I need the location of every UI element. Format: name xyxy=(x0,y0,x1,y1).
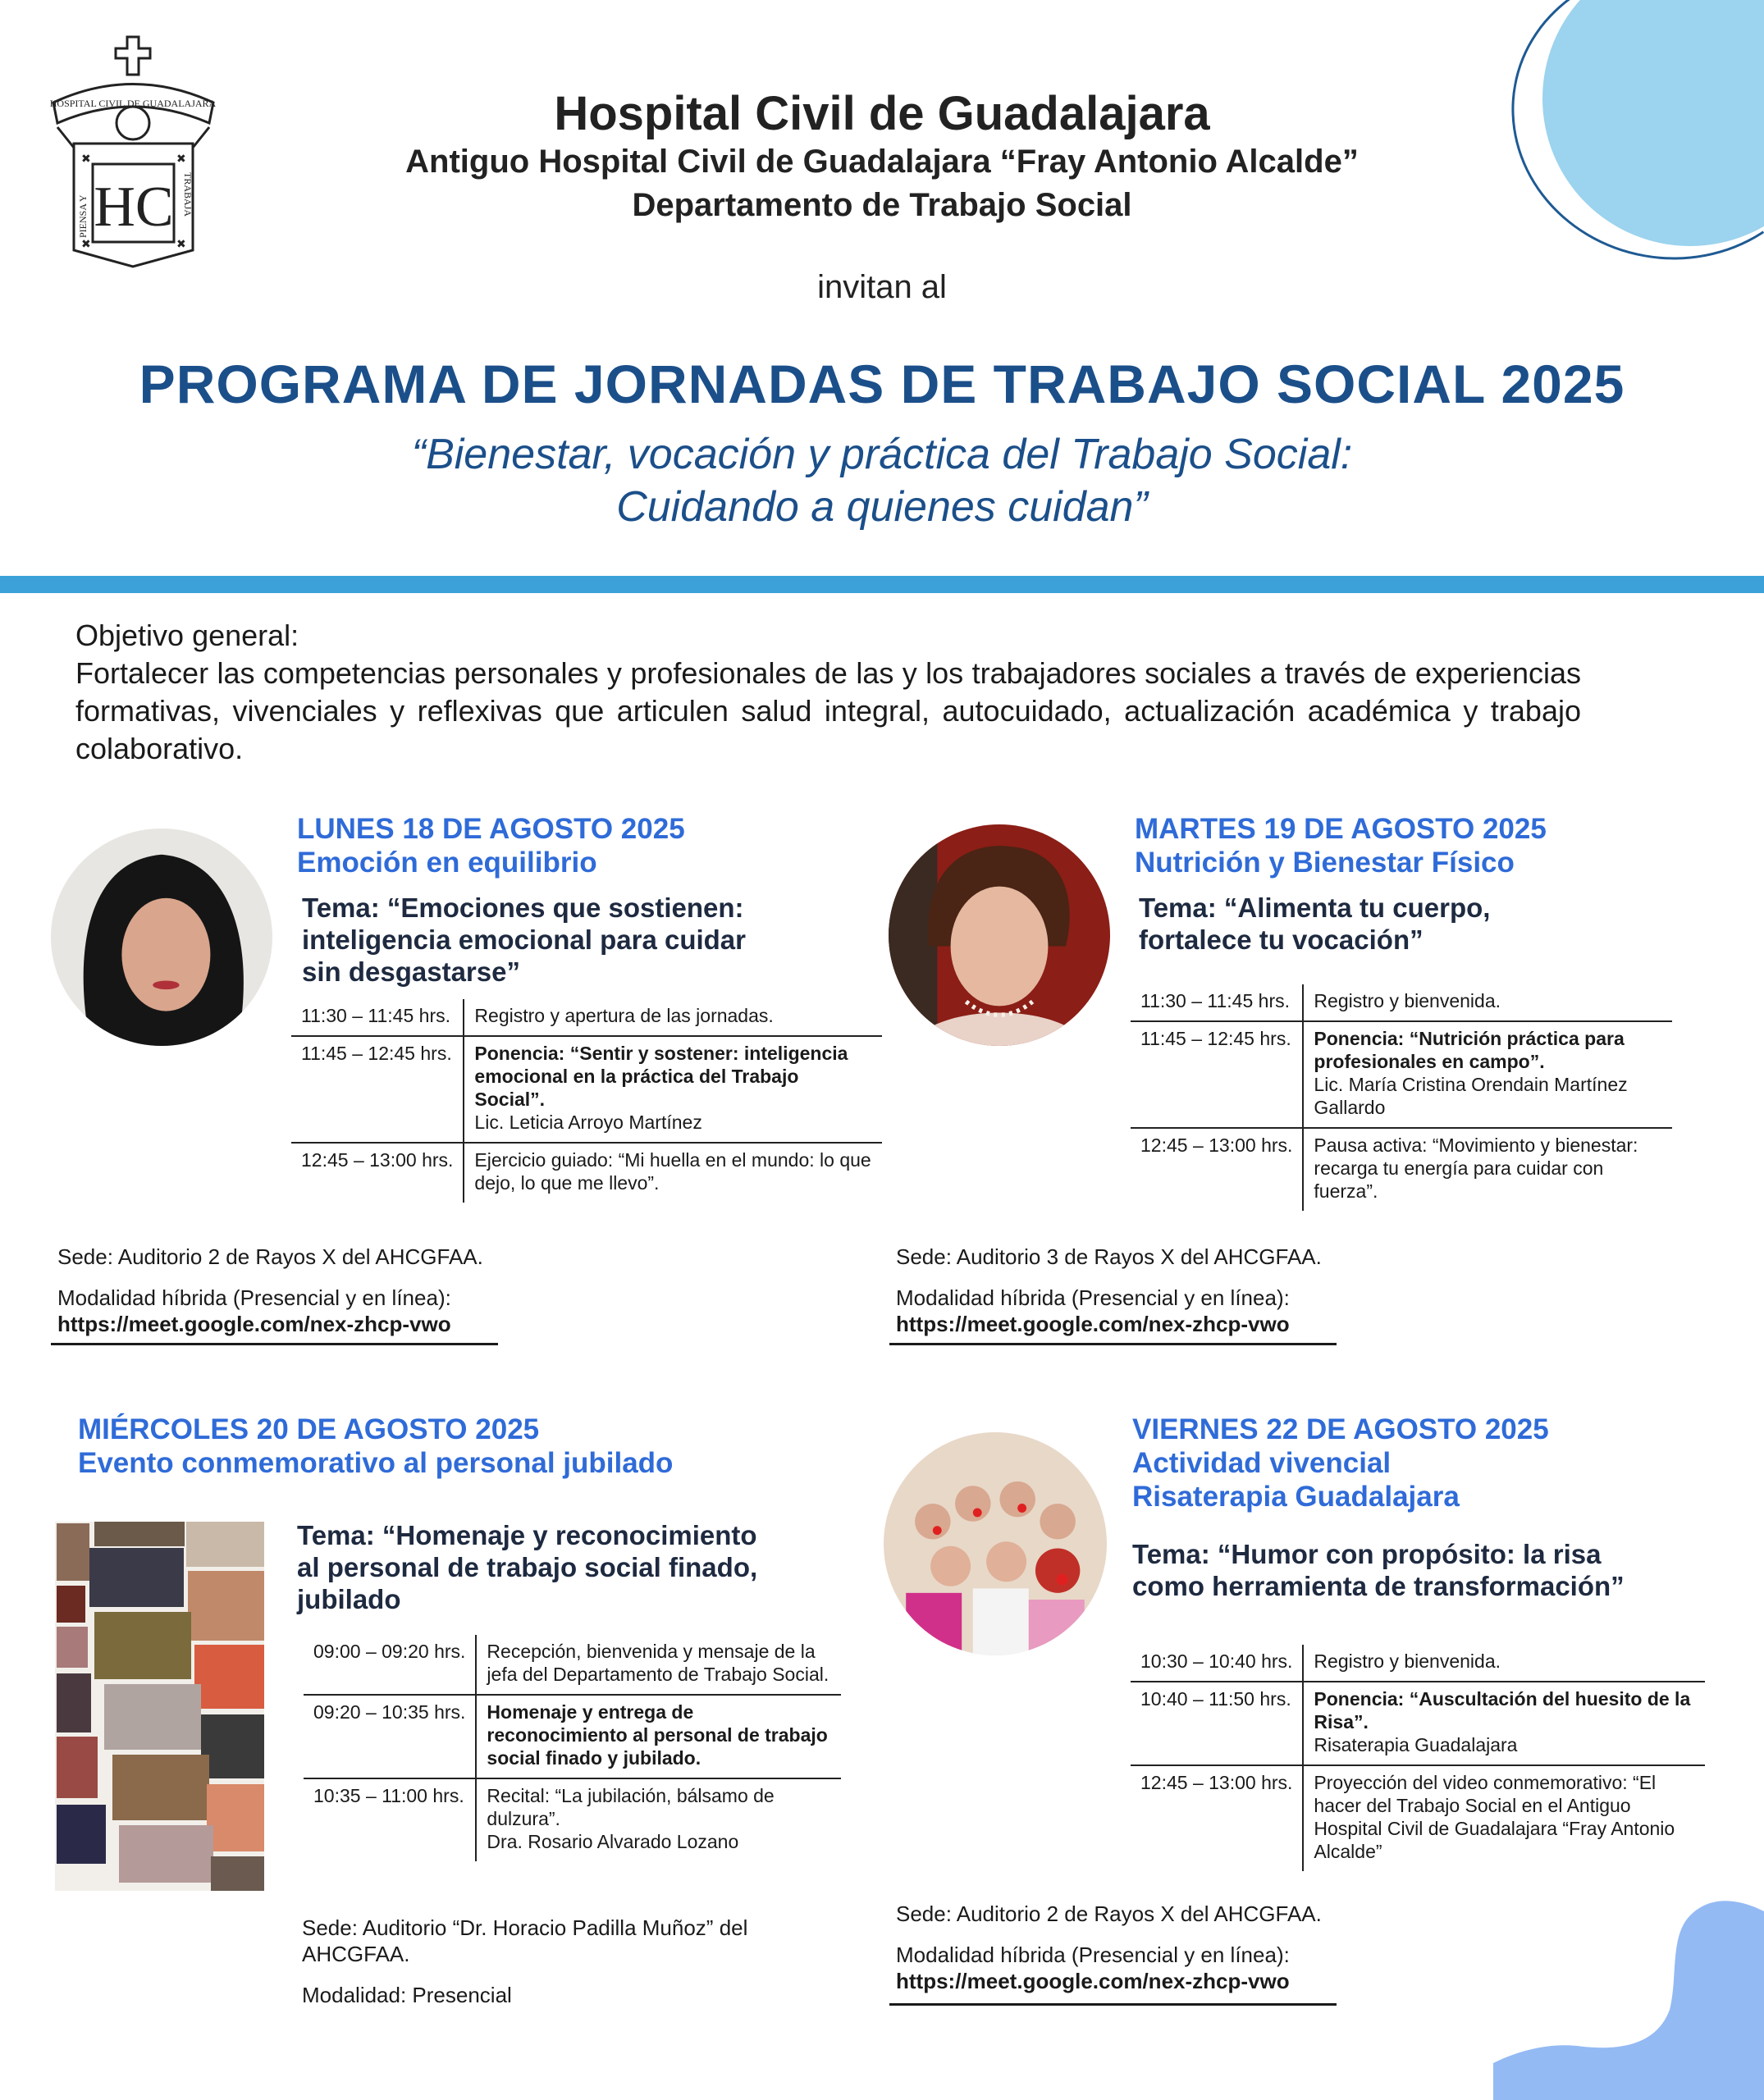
tema-line: como herramienta de transformación” xyxy=(1132,1571,1625,1601)
venue-friday xyxy=(896,1901,1322,1994)
speaker-photo xyxy=(51,829,272,1046)
day-subtitle: Nutrición y Bienestar Físico xyxy=(1135,847,1515,879)
department-name: Departamento de Trabajo Social xyxy=(632,187,1132,223)
tagline-line-1: “Bienestar, vocación y práctica del Trabajo Social: xyxy=(411,431,1353,478)
schedule-activity xyxy=(464,999,882,1036)
schedule-time: 10:30 – 10:40 hrs. xyxy=(1131,1645,1303,1682)
schedule-activity xyxy=(464,1143,882,1203)
speaker-photo xyxy=(884,1432,1107,1655)
day-subtitle-2: Risaterapia Guadalajara xyxy=(1132,1481,1460,1513)
hospital-crest-icon xyxy=(45,33,222,271)
crest-banner-text: HOSPITAL CIVIL DE GUADALAJARA xyxy=(49,98,217,109)
tema-line: Tema: “Emociones que sostienen: xyxy=(302,892,744,923)
venue-text: Sede: Auditorio 2 de Rayos X del AHCGFAA. xyxy=(896,1901,1322,1926)
objective-text: Fortalecer las competencias personales y profesionales de las y los trabajadores sociales a través de experiencias formativas, vivenciales y reflexivas que articulen salud integral, autocuidado, actualización académica y trabajo colaborativo. xyxy=(75,656,1581,765)
svg-text:✖: ✖ xyxy=(176,152,186,165)
schedule-row xyxy=(1131,1645,1705,1682)
meeting-link[interactable]: https://meet.google.com/nex-zhcp-vwo xyxy=(896,1969,1290,1993)
meeting-link[interactable]: https://meet.google.com/nex-zhcp-vwo xyxy=(896,1312,1290,1336)
modality-text: Modalidad híbrida (Presencial y en línea): xyxy=(57,1285,451,1310)
activity-speaker: Dra. Rosario Alvarado Lozano xyxy=(487,1831,739,1852)
tema-line: Tema: “Alimenta tu cuerpo, xyxy=(1139,892,1491,923)
svg-text:✖: ✖ xyxy=(81,237,91,250)
activity-title: Ponencia: “Auscultación del huesito de la Risa”. xyxy=(1314,1688,1691,1732)
tagline-line-2: Cuidando a quienes cuidan” xyxy=(616,483,1148,531)
link-underline xyxy=(889,1343,1337,1345)
venue-text: Sede: Auditorio 3 de Rayos X del AHCGFAA. xyxy=(896,1244,1322,1269)
schedule-row xyxy=(304,1635,841,1695)
schedule-time: 11:45 – 12:45 hrs. xyxy=(291,1036,464,1143)
activity-text: Ejercicio guiado: “Mi huella en el mundo: lo que dejo, lo que me llevo”. xyxy=(474,1149,871,1194)
crest-left-motto: PIENSA Y xyxy=(77,194,89,238)
schedule-row xyxy=(1131,1128,1672,1211)
hospital-title: Hospital Civil de Guadalajara xyxy=(554,87,1210,140)
crest-right-motto: TRABAJA xyxy=(182,172,194,217)
activity-text: Registro y bienvenida. xyxy=(1314,990,1501,1011)
activity-text: Recepción, bienvenida y mensaje de la jefa del Departamento de Trabajo Social. xyxy=(487,1641,829,1685)
photo-collage-retired-staff xyxy=(55,1522,264,1891)
venue-tuesday xyxy=(896,1244,1322,1337)
venue-text: Sede: Auditorio “Dr. Horacio Padilla Muñoz” del AHCGFAA. xyxy=(302,1915,748,1966)
invite-text: invitan al xyxy=(817,269,947,305)
venue-monday xyxy=(57,1244,483,1337)
schedule-row xyxy=(1131,984,1672,1021)
day-date: MARTES 19 DE AGOSTO 2025 xyxy=(1135,813,1547,845)
schedule-row xyxy=(304,1778,841,1861)
speaker-photo xyxy=(889,824,1110,1046)
day-header-tuesday xyxy=(1135,812,1547,879)
schedule-time: 11:45 – 12:45 hrs. xyxy=(1131,1021,1303,1128)
day-header-wednesday xyxy=(78,1413,673,1480)
objective-section xyxy=(75,617,1581,768)
schedule-time: 09:00 – 09:20 hrs. xyxy=(304,1635,476,1695)
day-header-friday xyxy=(1132,1413,1549,1513)
day-date: LUNES 18 DE AGOSTO 2025 xyxy=(297,813,685,845)
schedule-time: 12:45 – 13:00 hrs. xyxy=(1131,1765,1303,1871)
schedule-row xyxy=(291,999,882,1036)
day-date: VIERNES 22 DE AGOSTO 2025 xyxy=(1132,1413,1549,1445)
schedule-activity xyxy=(1303,1765,1705,1871)
schedule-activity xyxy=(476,1635,841,1695)
tema-line: sin desgastarse” xyxy=(302,956,520,987)
activity-text: Registro y bienvenida. xyxy=(1314,1650,1501,1672)
program-title: PROGRAMA DE JORNADAS DE TRABAJO SOCIAL 2025 xyxy=(139,354,1625,414)
tema-line: jubilado xyxy=(297,1584,401,1614)
activity-title: Ponencia: “Nutrición práctica para profesionales en campo”. xyxy=(1314,1028,1625,1072)
tema-wednesday xyxy=(297,1519,757,1615)
activity-text: Proyección del video conmemorativo: “El hacer del Trabajo Social en el Antiguo Hospital Civil de Guadalajara “Fray Antonio Alcalde” xyxy=(1314,1772,1675,1862)
modality-text: Modalidad híbrida (Presencial y en línea): xyxy=(896,1942,1290,1967)
schedule-activity xyxy=(1303,1645,1705,1682)
schedule-table-monday xyxy=(291,999,882,1203)
schedule-row xyxy=(291,1143,882,1203)
schedule-row xyxy=(1131,1682,1705,1765)
modality-text: Modalidad: Presencial xyxy=(302,1983,512,2007)
schedule-time: 10:35 – 11:00 hrs. xyxy=(304,1778,476,1861)
program-tagline xyxy=(0,428,1764,533)
tema-line: fortalece tu vocación” xyxy=(1139,924,1424,955)
tema-line: Tema: “Humor con propósito: la risa xyxy=(1132,1539,1602,1569)
schedule-activity xyxy=(1303,1128,1672,1211)
day-subtitle: Actividad vivencial xyxy=(1132,1447,1392,1479)
day-subtitle: Emoción en equilibrio xyxy=(297,847,597,879)
schedule-time: 11:30 – 11:45 hrs. xyxy=(1131,984,1303,1021)
schedule-activity xyxy=(1303,1682,1705,1765)
schedule-activity xyxy=(1303,1021,1672,1128)
schedule-time: 10:40 – 11:50 hrs. xyxy=(1131,1682,1303,1765)
schedule-time: 09:20 – 10:35 hrs. xyxy=(304,1695,476,1778)
schedule-activity xyxy=(476,1778,841,1861)
tema-line: inteligencia emocional para cuidar xyxy=(302,924,747,955)
link-underline xyxy=(889,2003,1337,2006)
tema-line: al personal de trabajo social finado, xyxy=(297,1552,758,1582)
objective-label: Objetivo general: xyxy=(75,619,299,652)
svg-text:✖: ✖ xyxy=(176,237,186,250)
activity-text: Registro y apertura de las jornadas. xyxy=(474,1005,774,1026)
day-date: MIÉRCOLES 20 DE AGOSTO 2025 xyxy=(78,1413,540,1445)
divider-stripe xyxy=(0,576,1764,593)
schedule-row xyxy=(291,1036,882,1143)
decorative-blob xyxy=(1493,1887,1764,2100)
decorative-ring xyxy=(1488,0,1764,285)
schedule-activity xyxy=(464,1036,882,1143)
link-underline xyxy=(51,1343,498,1345)
schedule-table-wednesday xyxy=(304,1635,841,1861)
crest-monogram: HC xyxy=(94,176,174,239)
meeting-link[interactable]: https://meet.google.com/nex-zhcp-vwo xyxy=(57,1312,451,1336)
tema-tuesday xyxy=(1139,892,1490,956)
schedule-time: 12:45 – 13:00 hrs. xyxy=(1131,1128,1303,1211)
tema-monday xyxy=(302,892,746,988)
activity-speaker: Lic. María Cristina Orendain Martínez Gallardo xyxy=(1314,1074,1628,1118)
activity-title: Ponencia: “Sentir y sostener: inteligencia emocional en la práctica del Trabajo Social”. xyxy=(474,1043,848,1110)
schedule-time: 12:45 – 13:00 hrs. xyxy=(291,1143,464,1203)
schedule-row xyxy=(1131,1765,1705,1871)
activity-speaker: Risaterapia Guadalajara xyxy=(1314,1734,1518,1755)
tema-friday xyxy=(1132,1538,1625,1602)
schedule-row xyxy=(304,1695,841,1778)
tema-line: Tema: “Homenaje y reconocimiento xyxy=(297,1520,757,1550)
venue-text: Sede: Auditorio 2 de Rayos X del AHCGFAA. xyxy=(57,1244,483,1269)
collage-image xyxy=(55,1522,264,1891)
speaker-photo-woman-pearl-necklace xyxy=(889,824,1110,1046)
schedule-row xyxy=(1131,1021,1672,1128)
speaker-photo-woman-dark-hair xyxy=(51,829,272,1046)
activity-speaker: Lic. Leticia Arroyo Martínez xyxy=(474,1112,702,1133)
schedule-activity xyxy=(1303,984,1672,1021)
group-photo-clowns xyxy=(884,1432,1107,1655)
schedule-table-tuesday xyxy=(1131,984,1672,1211)
day-header-monday xyxy=(297,812,685,879)
svg-text:✖: ✖ xyxy=(81,152,91,165)
activity-text: Pausa activa: “Movimiento y bienestar: recarga tu energía para cuidar con fuerza”. xyxy=(1314,1134,1638,1202)
day-subtitle: Evento conmemorativo al personal jubilado xyxy=(78,1447,674,1479)
schedule-table-friday xyxy=(1131,1645,1705,1871)
venue-wednesday xyxy=(302,1915,794,2008)
schedule-time: 11:30 – 11:45 hrs. xyxy=(291,999,464,1036)
schedule-activity xyxy=(476,1695,841,1778)
activity-title: Homenaje y entrega de reconocimiento al personal de trabajo social finado y jubilado. xyxy=(487,1701,828,1769)
modality-text: Modalidad híbrida (Presencial y en línea): xyxy=(896,1285,1290,1310)
hospital-subtitle: Antiguo Hospital Civil de Guadalajara “Fray Antonio Alcalde” xyxy=(405,144,1359,180)
activity-text: Recital: “La jubilación, bálsamo de dulzura”. xyxy=(487,1785,775,1829)
